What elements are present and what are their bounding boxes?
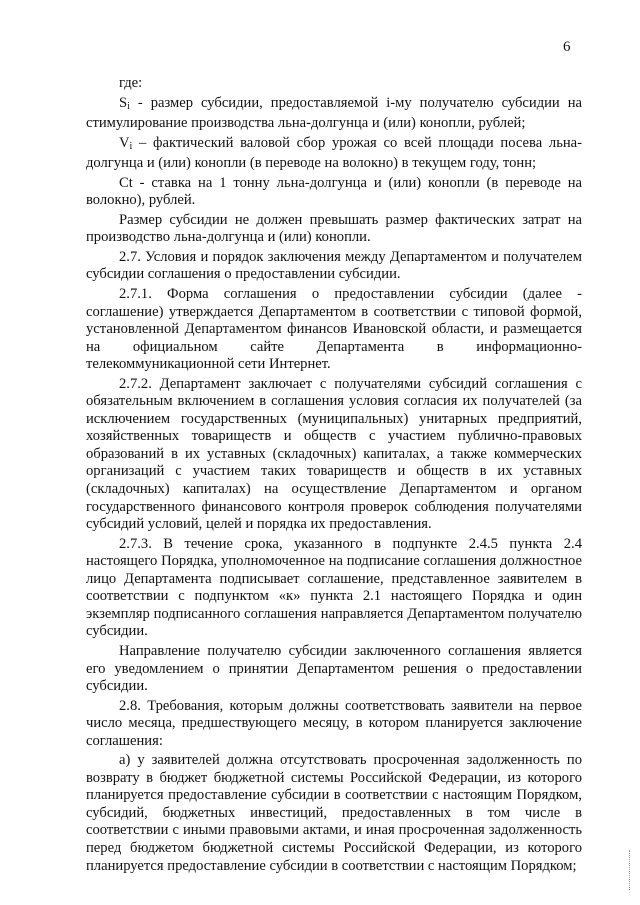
paragraph-2-8: 2.8. Требования, которым должны соответствовать заявители на первое число месяца, предшествующего месяцу, в котором планируется заключение соглашения: — [86, 697, 582, 749]
vi-subscript: i — [129, 140, 133, 152]
paragraph-ct-definition: Ct - ставка на 1 тонну льна-долгунца и (или) конопли (в переводе на волокно), рублей. — [86, 174, 582, 209]
page-number: 6 — [563, 39, 571, 55]
paragraph-2-7-2: 2.7.2. Департамент заключает с получателями субсидий соглашения с обязательным включением в соглашения условия согласия их получателей (за исключением государственных (муниципальных) унитарных предприятий, хозяйственных товариществ и обществ с участием публично-правовых образований в их уставных (складочных) капиталах, а также коммерческих организаций с участием таких товариществ и обществ в их уставных (складочных) капиталах) на осуществление Департаментом и органом государственного финансового контроля проверок соблюдения получателями субсидий условий, целей и порядка их предоставления. — [86, 375, 582, 533]
si-symbol: S — [119, 94, 128, 111]
paragraph-where: где: — [119, 75, 143, 91]
vi-symbol: V — [119, 134, 130, 151]
paragraph-2-7-1: 2.7.1. Форма соглашения о предоставлении субсидии (далее - соглашение) утверждается Департаментом в соответствии с типовой формой, установленной Департаментом финансов Ивановской области, и размещается на официальном сайте Департамента в информационно-телекоммуникационной сети Интернет. — [86, 286, 582, 373]
paragraph-direction: Направление получателю субсидии заключенного соглашения является его уведомлением о принятии Департаментом решения о предоставлении субсидии. — [86, 642, 582, 695]
paragraph-subsidy-limit: Размер субсидии не должен превышать размер фактических затрат на производство льна-долгунца и (или) конопли. — [86, 211, 582, 246]
document-body — [86, 75, 582, 875]
paragraph-2-7: 2.7. Условия и порядок заключения между Департаментом и получателем субсидии соглашения о предоставлении субсидии. — [86, 248, 582, 283]
paragraph-vi-definition — [86, 135, 582, 173]
vi-definition-text: – фактический валовой сбор урожая со всей площади посева льна-долгунца и (или) конопли (в переводе на волокно) в текущем году, тонн; — [86, 134, 582, 172]
paragraph-si-definition — [86, 95, 582, 133]
si-subscript: i — [127, 100, 130, 112]
si-definition-text: - размер субсидии, предоставляемой i-му получателю субсидии на стимулирование производства льна-долгунца и (или) конопли, рублей; — [86, 94, 582, 132]
scan-edge-mark — [629, 850, 633, 890]
paragraph-2-7-3: 2.7.3. В течение срока, указанного в подпункте 2.4.5 пункта 2.4 настоящего Порядка, уполномоченное на подписание соглашения должностное лицо Департамента подписывает соглашение, представленное заявителем в соответствии с подпунктом «к» пункта 2.1 настоящего Порядка и один экземпляр подписанного соглашения направляется Департаментом получателю субсидии. — [86, 535, 582, 640]
paragraph-2-8-a: а) у заявителей должна отсутствовать просроченная задолженность по возврату в бюджет бюджетной системы Российской Федерации, из которого планируется предоставление субсидии в соответствии с настоящим Порядком, субсидий, бюджетных инвестиций, предоставленных в том числе в соответствии с иными правовыми актами, и иная просроченная задолженность перед бюджетом бюджетной системы Российской Федерации, из которого планируется предоставление субсидии в соответствии с настоящим Порядком; — [86, 752, 582, 874]
